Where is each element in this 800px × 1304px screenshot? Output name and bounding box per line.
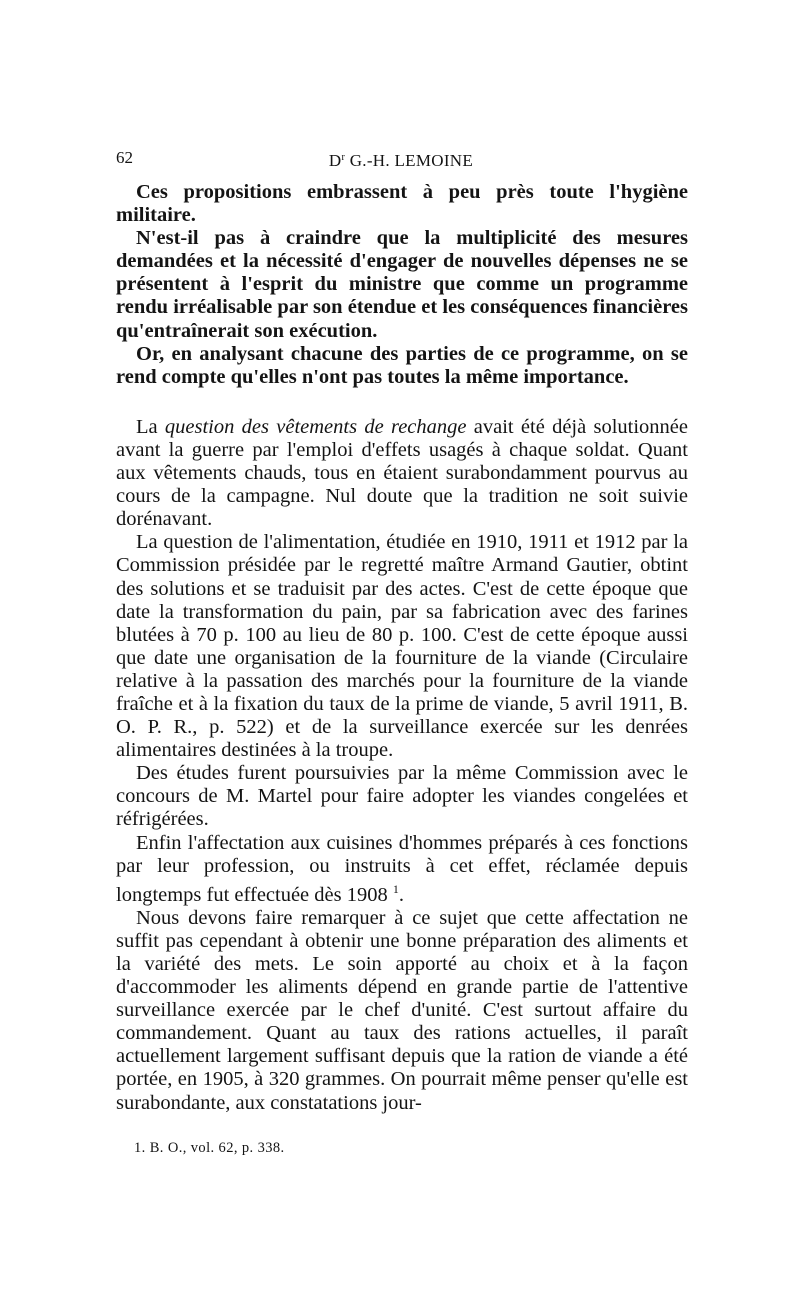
paragraph-4	[116, 416, 688, 531]
paragraph-7-text: Enfin l'affectation aux cuisines d'hommes préparés à ces fonctions par leur profession, ou instruits à cet effet, réclamée depuis longtemps fut effectuée dès 1908	[116, 831, 688, 906]
paragraph-8: Nous devons faire remarquer à ce sujet que cette affectation ne suffit pas cependant à obtenir une bonne préparation des aliments et la variété des mets. Le soin apporté au choix et à la façon d'accommoder les aliments dépend en grande partie de l'attentive surveillance exercée par le chef d'unité. C'est surtout affaire du commandement. Quant au taux des rations actuelles, il paraît actuellement largement suffisant depuis que la ration de viande a été portée, en 1905, à 320 grammes. On pourrait même penser qu'elle est surabondante, aux constatations jour-	[116, 906, 688, 1114]
paragraph-4-start: La	[136, 415, 165, 438]
paragraph-2: N'est-il pas à craindre que la multiplicité des mesures demandées et la nécessité d'engager de nouvelles dépenses ne se présentent à l'esprit du ministre que comme un programme rendu irréalisable par son étendue et les conséquences financières qu'entraînerait son exécution.	[116, 227, 688, 342]
paragraph-7-end: .	[398, 883, 404, 906]
paragraph-4-italic: question des vêtements de rechange	[164, 415, 467, 438]
running-head	[116, 146, 686, 170]
author-heading	[116, 146, 686, 173]
author-prefix-sup: r	[341, 152, 346, 163]
footnote-reference: 1	[392, 881, 399, 896]
paragraph-5: La question de l'alimentation, étudiée en 1910, 1911 et 1912 par la Commission présidée par le regretté maître Armand Gautier, obtint des solutions et se traduisit par des actes. C'est de cette époque que date la transformation du pain, par sa fabrication avec des farines blutées à 70 p. 100 au lieu de 80 p. 100. C'est de cette époque aussi que date une organisation de la fourniture de la viande (Circulaire relative à la passation des marchés pour la fourniture de la viande fraîche et à la fixation du taux de la prime de viande, 5 avril 1911, B. O. P. R., p. 522) et de la surveillance exercée sur les denrées alimentaires destinées à la troupe.	[116, 531, 688, 762]
paragraph-7	[116, 832, 688, 907]
paragraph-1: Ces propositions embrassent à peu près toute l'hygiène militaire.	[116, 181, 688, 227]
footnote: 1. B. O., vol. 62, p. 338.	[134, 1140, 285, 1156]
paragraph-4-end: avait été déjà solutionnée avant la guerre par l'emploi d'effets usagés à chaque soldat. Quant aux vêtements chauds, tous en étaient surabondamment pourvus au cours de la campagne. Nul doute que la tradition ne soit suivie dorénavant.	[116, 415, 688, 531]
author-prefix: D	[328, 151, 342, 170]
paragraph-3: Or, en analysant chacune des parties de ce programme, on se rend compte qu'elles n'ont pas toutes la même importance.	[116, 342, 688, 388]
paragraph-6: Des études furent poursuivies par la même Commission avec le concours de M. Martel pour faire adopter les viandes congelées et réfrigérées.	[116, 762, 688, 831]
author-name: G.-H. LEMOINE	[349, 151, 474, 170]
body-text	[116, 181, 688, 1115]
page-number: 62	[116, 148, 133, 167]
